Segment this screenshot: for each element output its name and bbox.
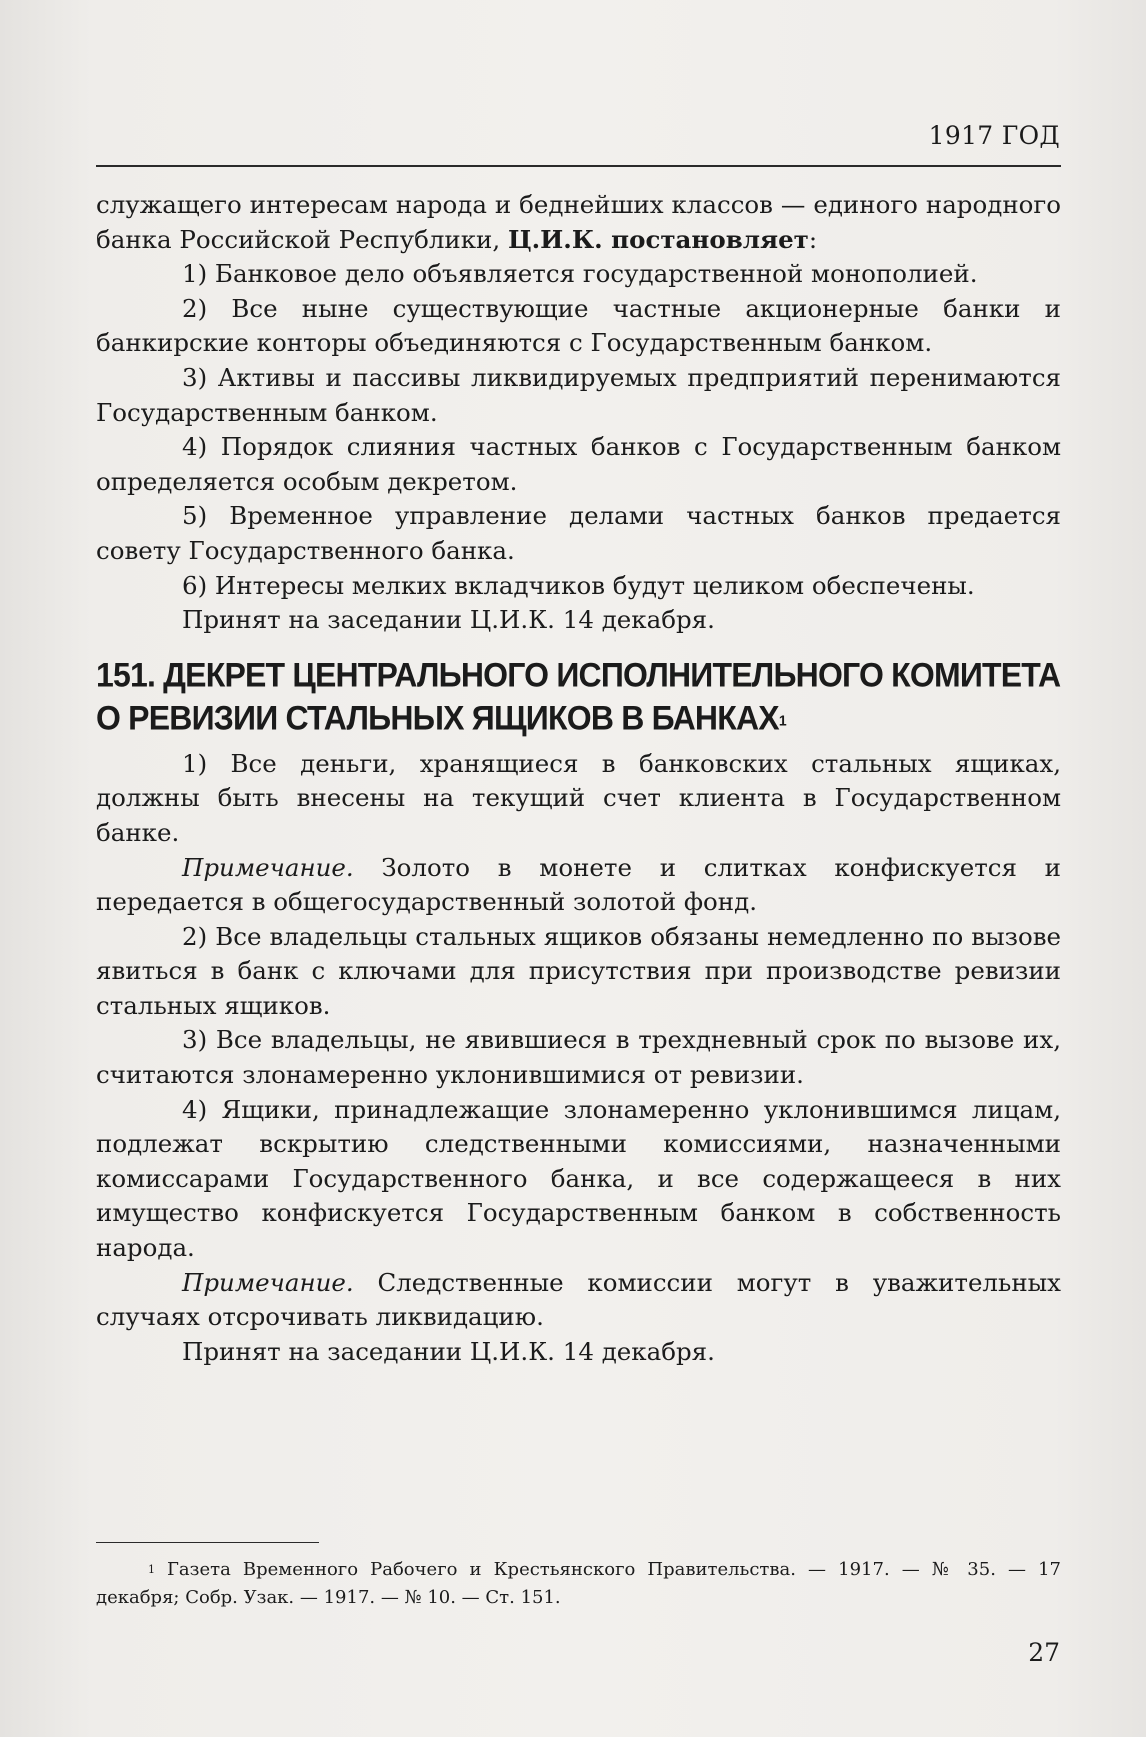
decree-151-point-3: 3) Все владельцы, не явившиеся в трехдневный срок по вызове их, считаются злонамеренно уклонившимися от ревизии. xyxy=(96,1025,1061,1090)
heading-line-2-text: О РЕВИЗИИ СТАЛЬНЫХ ЯЩИКОВ В БАНКАХ xyxy=(96,698,779,737)
footnote-text: Газета Временного Рабочего и Крестьянского Правительства. — 1917. — № 35. — 17 декабря; Собр. Узак. — 1917. — № 10. — Ст. 151. xyxy=(96,1559,1061,1608)
decree-151-note-2 xyxy=(96,1266,1061,1335)
resolves-phrase: Ц.И.К. постановляет xyxy=(507,224,809,254)
heading-footnote-ref: 1 xyxy=(778,711,787,729)
decree-151-note-1 xyxy=(96,851,1061,920)
footnote xyxy=(96,1556,1061,1612)
resolves-colon: : xyxy=(808,224,818,254)
heading-line-2 xyxy=(96,696,1061,739)
decree-150-opening xyxy=(96,188,1061,257)
decree-151-adopted: Принят на заседании Ц.И.К. 14 декабря. xyxy=(182,1336,715,1366)
decree-150-point-6: 6) Интересы мелких вкладчиков будут целиком обеспечены. xyxy=(182,570,975,600)
note-2-label: Примечание. xyxy=(182,1267,354,1297)
running-header: 1917 ГОД xyxy=(928,121,1060,150)
decree-151-point-2: 2) Все владельцы стальных ящиков обязаны немедленно по вызове явиться в банк с ключами для присутствия при производстве ревизии стальных ящиков. xyxy=(96,921,1061,1020)
heading-line-1: 151. ДЕКРЕТ ЦЕНТРАЛЬНОГО ИСПОЛНИТЕЛЬНОГО КОМИТЕТА xyxy=(96,654,1061,694)
note-2-text: Следственные комиссии могут в уважительных случаях отсрочивать ликвидацию. xyxy=(96,1267,1061,1332)
footnote-mark: 1 xyxy=(148,1563,155,1576)
page-number: 27 xyxy=(1028,1638,1060,1667)
note-1-text: Золото в монете и слитках конфискуется и передается в общегосударственный золотой фонд. xyxy=(96,852,1061,917)
decree-150-point-3: 3) Активы и пассивы ликвидируемых предприятий перенимаются Государственным банком. xyxy=(96,362,1061,427)
decree-151-point-4: 4) Ящики, принадлежащие злонамеренно уклонившимся лицам, подлежат вскрытию следственными комиссиями, назначенными комиссарами Государственного банка, и все содержащееся в них имущество конфискуется Государственным банком в собственность народа. xyxy=(96,1094,1061,1263)
decree-150-point-1: 1) Банковое дело объявляется государственной монополией. xyxy=(182,259,978,289)
decree-150-point-4: 4) Порядок слияния частных банков с Государственным банком определяется особым декретом. xyxy=(96,432,1061,496)
page-body xyxy=(96,188,1061,1369)
decree-150-point-5: 5) Временное управление делами частных банков предается совету Государственного банка. xyxy=(96,501,1061,565)
footnote-rule xyxy=(96,1542,319,1543)
decree-151-point-1: 1) Все деньги, хранящиеся в банковских стальных ящиках, должны быть внесены на текущий счет клиента в Государственном банке. xyxy=(96,748,1061,847)
header-rule xyxy=(96,165,1061,167)
opening-text: служащего интересам народа и беднейших классов — единого народного банка Российской Республики, xyxy=(96,190,1061,254)
note-1-label: Примечание. xyxy=(182,852,354,882)
decree-151-heading xyxy=(96,653,1061,739)
footnote-paragraph xyxy=(96,1556,1061,1612)
decree-150-adopted: Принят на заседании Ц.И.К. 14 декабря. xyxy=(182,605,715,635)
decree-150-point-2: 2) Все ныне существующие частные акционерные банки и банкирские конторы объединяются с Государственным банком. xyxy=(96,293,1061,358)
